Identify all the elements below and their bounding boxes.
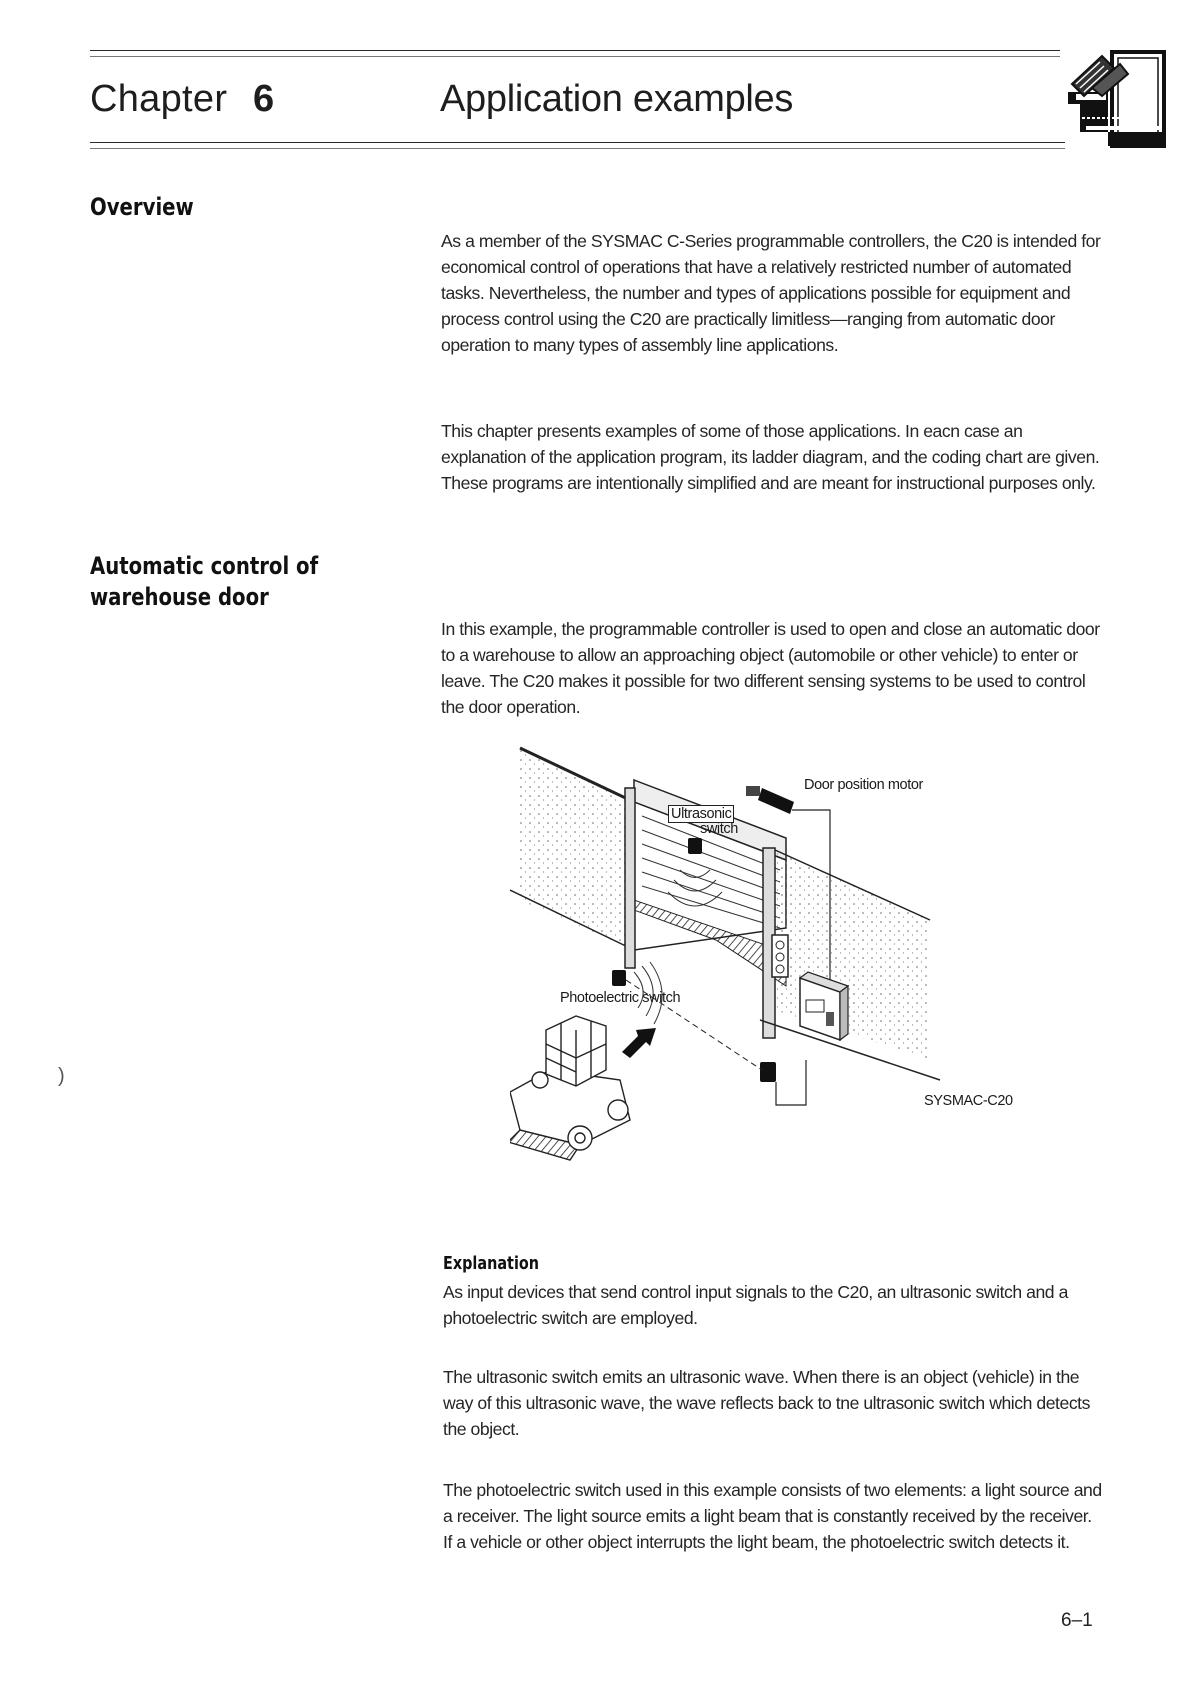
- header-bottom-rule: [90, 142, 1065, 143]
- figure-label-controller: SYSMAC-C20: [924, 1093, 1013, 1109]
- explanation-paragraph-1: As input devices that send control input signals to the C20, an ultrasonic switch and a photoelectric switch are employed.: [443, 1282, 1068, 1328]
- figure-label-ultrasonic-line2: switch: [700, 821, 738, 837]
- margin-mark: ): [58, 1065, 65, 1087]
- warehouse-door-figure: [510, 740, 1030, 1180]
- page-number: 6–1: [1061, 1610, 1093, 1631]
- overview-heading: Overview: [90, 193, 194, 221]
- explanation-paragraph-2: The ultrasonic switch emits an ultrasonic wave. When there is an object (vehicle) in the way of this ultrasonic wave, the wave reflects back to tne ultrasonic switch which detects the object.: [443, 1367, 1090, 1439]
- figure-label-ultrasonic-line1: Ultrasonic: [671, 806, 732, 822]
- warehouse-heading-line2: warehouse door: [90, 583, 269, 611]
- chapter-label: Chapter: [90, 78, 228, 120]
- explanation-paragraph-3: The photoelectric switch used in this example consists of two elements: a light source and a receiver. The light source emits a light beam that is constantly received by the receiver. If a vehicle or other object interrupts the light beam, the photoelectric switch detects it.: [443, 1480, 1102, 1552]
- figure-label-photoelectric: Photoelectric switch: [560, 990, 681, 1006]
- warehouse-heading-line1: Automatic control of: [90, 552, 319, 580]
- header-top-rule: [90, 50, 1060, 51]
- warehouse-intro-paragraph: In this example, the programmable controller is used to open and close an automatic door to a warehouse to allow an approaching object (automobile or other vehicle) to enter or leave. The C20 makes it possible for two different sensing systems to be used to control the door operation.: [441, 619, 1100, 717]
- overview-paragraph-2: This chapter presents examples of some of those applications. In eacn case an explanation of the application program, its ladder diagram, and the coding chart are given. These programs are intentionally simplified and are meant for instructional purposes only.: [441, 421, 1100, 493]
- explanation-heading: Explanation: [443, 1253, 540, 1274]
- header-bottom-rule-thin: [90, 148, 1065, 149]
- book-tab-icon: [1062, 48, 1168, 150]
- header-top-rule-thin: [90, 56, 1060, 57]
- figure-label-motor: Door position motor: [804, 777, 923, 793]
- chapter-title: Application examples: [440, 78, 794, 120]
- overview-paragraph-1: As a member of the SYSMAC C-Series programmable controllers, the C20 is intended for economical control of operations that have a relatively restricted number of automated tasks. Nevertheless, the number and types of applications possible for equipment and process control using the C20 are practically limitless—ranging from automatic door operation to many types of assembly line applications.: [441, 231, 1101, 355]
- chapter-number: 6: [253, 78, 275, 120]
